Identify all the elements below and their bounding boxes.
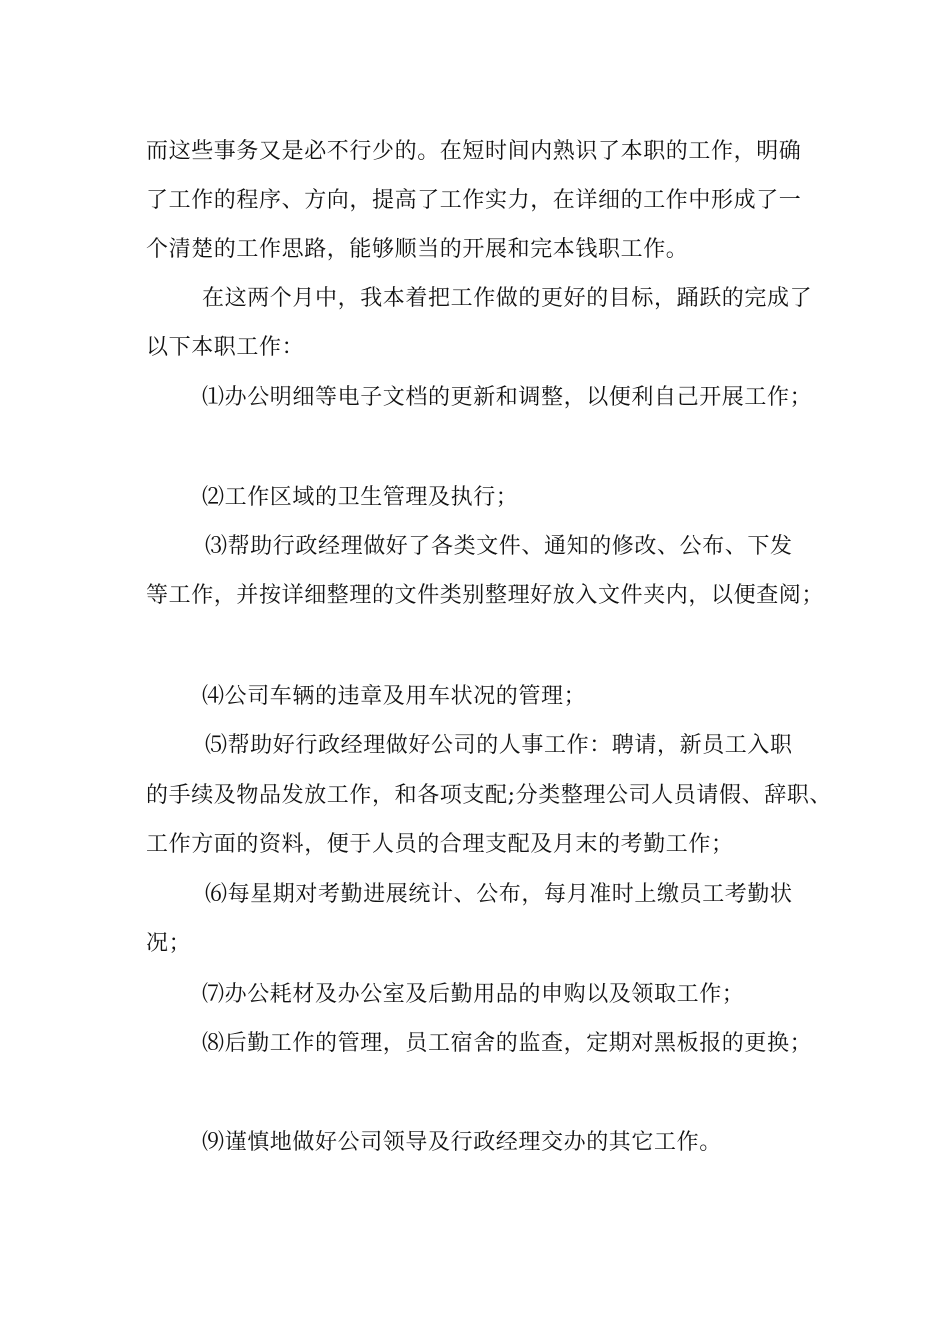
list-item-3-continued: 等工作，并按详细整理的文件类别整理好放入文件夹内，以便查阅； <box>146 583 825 608</box>
list-item-1: ⑴办公明细等电子文档的更新和调整，以便利自己开展工作； <box>202 385 813 410</box>
list-item-6: ⑹每星期对考勤进展统计、公布，每月准时上缴员工考勤状 <box>205 882 793 907</box>
list-item-8: ⑻后勤工作的管理，员工宿舍的监查，定期对黑板报的更换； <box>202 1031 813 1056</box>
text-line: 了工作的程序、方向，提高了工作实力，在详细的工作中形成了一 <box>146 188 802 213</box>
text-line: 以下本职工作： <box>146 335 305 360</box>
list-item-5: ⑸帮助好行政经理做好公司的人事工作：聘请，新员工入职 <box>205 733 793 758</box>
list-item-3: ⑶帮助行政经理做好了各类文件、通知的修改、公布、下发 <box>205 534 793 559</box>
list-item-5-continued: 的手续及物品发放工作，和各项支配;分类整理公司人员请假、辞职、 <box>146 783 833 808</box>
list-item-7: ⑺办公耗材及办公室及后勤用品的申购以及领取工作； <box>202 982 745 1007</box>
text-line: 个清楚的工作思路，能够顺当的开展和完本钱职工作。 <box>146 237 689 262</box>
list-item-2: ⑵工作区域的卫生管理及执行； <box>202 485 519 510</box>
list-item-9: ⑼谨慎地做好公司领导及行政经理交办的其它工作。 <box>202 1130 722 1155</box>
list-item-4: ⑷公司车辆的违章及用车状况的管理； <box>202 684 587 709</box>
list-item-5-continued: 工作方面的资料，便于人员的合理支配及月末的考勤工作； <box>146 832 734 857</box>
list-item-6-continued: 况； <box>146 931 192 956</box>
paragraph-first-line: 在这两个月中，我本着把工作做的更好的目标，踊跃的完成了 <box>202 286 813 311</box>
text-line: 而这些事务又是必不行少的。在短时间内熟识了本职的工作，明确 <box>146 139 802 164</box>
